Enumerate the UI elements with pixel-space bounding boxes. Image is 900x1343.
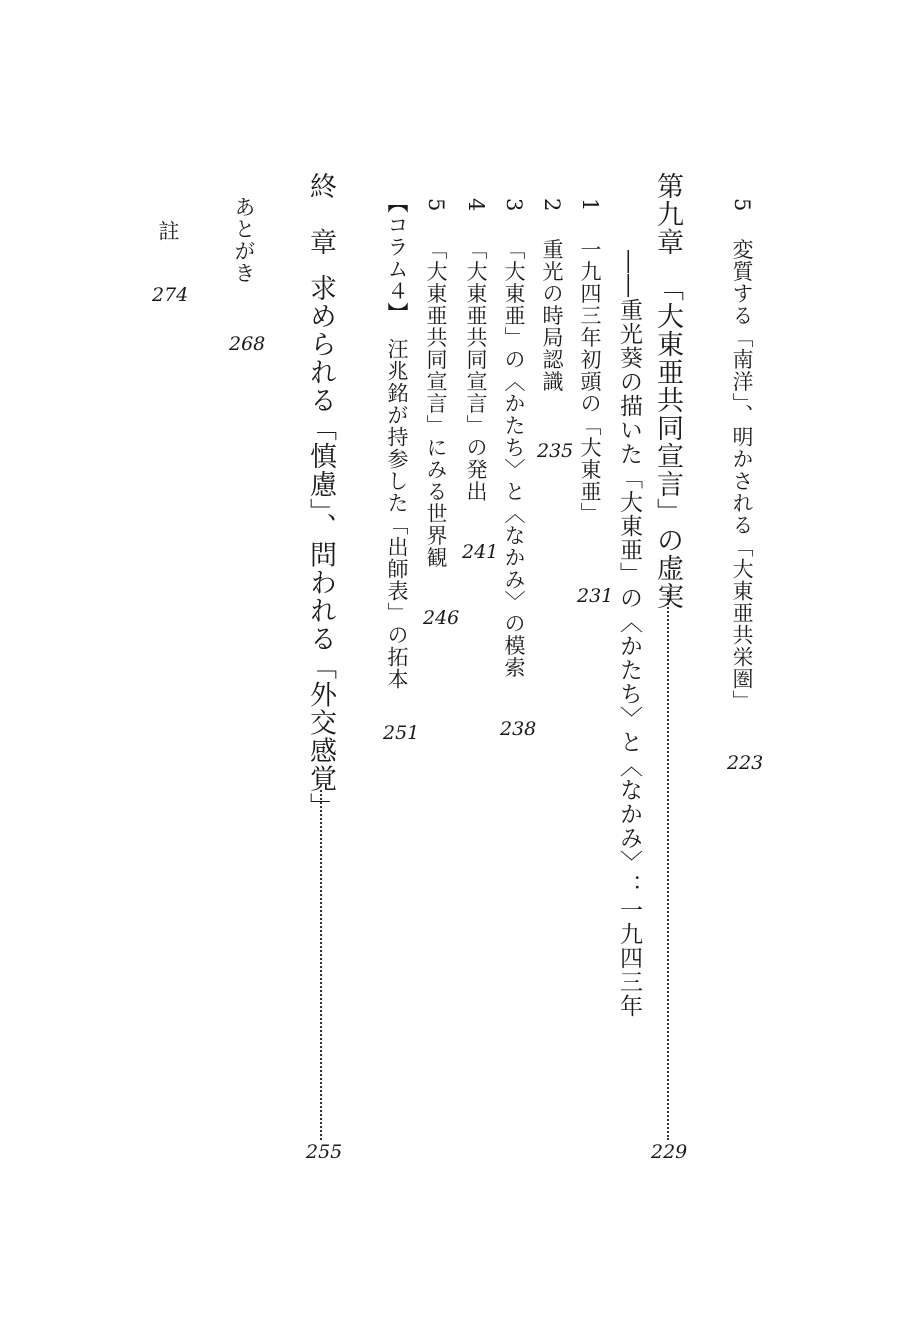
- page-number: 229: [651, 1141, 688, 1163]
- toc-entry-9-5[interactable]: [425, 198, 446, 568]
- entry-number: 5: [730, 198, 754, 213]
- entry-number: 3: [502, 198, 526, 213]
- chapter-heading-final[interactable]: [307, 172, 334, 821]
- toc-entry-column-4[interactable]: [386, 192, 407, 690]
- entry-title: 「大東亜」の〈かたち〉と〈なかみ〉の模索: [502, 238, 526, 679]
- chapter-title: 「大東亜共同宣言」の虚実: [652, 274, 683, 610]
- toc-entry-9-4[interactable]: [465, 198, 486, 502]
- toc-entry-afterword[interactable]: [233, 196, 254, 284]
- page-number: 274: [152, 284, 189, 306]
- chapter-title: 求められる「慎慮」、問われる「外交感覚」: [305, 274, 336, 821]
- page-number: 251: [383, 722, 420, 744]
- page-number: 241: [462, 541, 499, 563]
- entry-number: 1: [578, 198, 602, 213]
- entry-number: 5: [424, 198, 448, 213]
- entry-title: 註: [156, 220, 180, 242]
- entry-number: 2: [540, 198, 564, 213]
- entry-title: 「大東亜共同宣言」の発出: [464, 238, 488, 503]
- page-number: 235: [537, 440, 574, 462]
- chapter-heading-9[interactable]: [654, 172, 681, 610]
- entry-title: 「大東亜共同宣言」にみる世界観: [424, 238, 448, 569]
- entry-title: 重光の時局認識: [540, 238, 564, 393]
- page-number: 231: [577, 585, 614, 607]
- entry-number: 4: [464, 198, 488, 213]
- chapter-subtitle: ――重光葵の描いた「大東亜」の〈かたち〉と〈なかみ〉：一九四三年: [616, 250, 642, 1018]
- entry-title: 一九四三年初頭の「大東亜」: [578, 238, 602, 525]
- page-number: 223: [727, 752, 764, 774]
- toc-entry-9-3[interactable]: [503, 198, 524, 678]
- chapter-label: 第九章: [652, 172, 683, 256]
- chapter-label: 終 章: [305, 172, 336, 256]
- toc-entry-9-2[interactable]: [541, 198, 562, 392]
- entry-title: 変質する「南洋」、明かされる「大東亜共栄圏」: [730, 238, 754, 712]
- leader-dots: [667, 592, 669, 1140]
- entry-title: 汪兆銘が持参した「出師表」の拓本: [385, 338, 409, 690]
- column-label: 【コラム４】: [385, 192, 409, 324]
- entry-title: あとがき: [232, 196, 256, 284]
- page-number: 246: [423, 607, 460, 629]
- page-number: 238: [500, 718, 537, 740]
- toc-entry-9-1[interactable]: [579, 198, 600, 524]
- page-number: 268: [229, 333, 266, 355]
- toc-entry-notes[interactable]: [157, 220, 178, 242]
- leader-dots: [320, 790, 322, 1140]
- page-number: 255: [306, 1141, 343, 1163]
- toc-entry-ch8-5[interactable]: [731, 198, 752, 712]
